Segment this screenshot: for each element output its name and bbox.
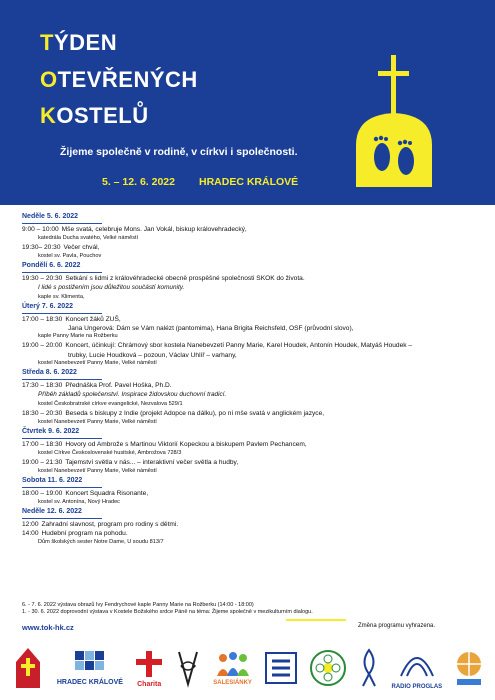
title-line-2: OTEVŘENÝCH: [40, 67, 198, 92]
day-block: [22, 303, 482, 367]
note-line: 6. - 7. 6. 2022 výstava obrazů Ivy Fendrychové kaple Panny Marie na Rožberku (14:00 - 18:00): [22, 602, 254, 608]
event: 17:30 – 18:30 Přednáška Prof. Pavel Hoška, Ph.D.: [22, 381, 172, 389]
fish-icon: [358, 648, 380, 688]
event-venue: kostel Nanebevzetí Panny Marie, Velké náměstí: [38, 359, 157, 366]
day-heading: Neděle 12. 6. 2022: [22, 508, 102, 519]
event-venue: kostel sv. Antonína, Nový Hradec: [38, 499, 120, 506]
radio-proglas-logo: RADIO PROGLAS: [391, 646, 442, 690]
monogram-icon: [175, 648, 201, 688]
daisy-icon: [309, 649, 347, 687]
title-line-3: KOSTELŮ: [40, 103, 149, 128]
day-block: [22, 213, 482, 260]
day-block: [22, 262, 482, 301]
event-venue: kostel Nanebevzetí Panny Marie, Velké náměstí: [38, 419, 157, 426]
partner-logos: [0, 636, 495, 700]
header-banner: [0, 0, 495, 205]
day-heading: Pondělí 6. 6. 2022: [22, 262, 102, 273]
sedmikraska-logo: [309, 649, 347, 687]
change-note: Změna programu vyhrazena.: [358, 623, 436, 629]
event: 12:00 Zahradní slavnost, program pro rodiny s dětmi.: [22, 520, 179, 528]
ecumenical-logo: [264, 651, 298, 685]
event-continuation: trubky, Lucie Houdková – pozoun, Václav Uhlíř – varhany,: [68, 351, 237, 359]
missio-logo: [453, 649, 485, 687]
event: 19:00 – 20:00 Koncert, účinkují: Chrámový sbor kostela Nanebevzetí Panny Marie, Karel Houdek, Antonín Houdek, Matyáš Houdek –: [22, 342, 413, 350]
day-heading: Čtvrtek 9. 6. 2022: [22, 428, 102, 439]
city-tiles-icon: [75, 651, 105, 677]
title-line-1: TÝDEN: [40, 30, 118, 55]
event: 19:00 – 21:30 Tajemství světla v nás... – interaktivní večer světla a hudby,: [22, 458, 239, 466]
event-venue: kostel sv. Pavla, Pouchov: [38, 253, 102, 260]
event-venue: kostel Nanebevzetí Panny Marie, Velké náměstí: [38, 468, 157, 475]
date-location: 5. – 12. 6. 2022 HRADEC KRÁLOVÉ: [102, 176, 299, 188]
radio-waves-icon: [397, 646, 437, 682]
event: 18:30 – 20:30 Beseda s biskupy z Indie (projekt Adopce na dálku), po ní mše svatá v anglickém jazyce,: [22, 409, 325, 417]
event-venue: kostel Českobratrské církve evangelické, Nezvalova 529/1: [38, 400, 183, 407]
hands-icon: [264, 651, 298, 685]
event: 18:00 – 19:00 Koncert Squadra Risonante,: [22, 489, 149, 497]
day-block: [22, 428, 482, 475]
subtitle: Žijeme společně v rodině, v církvi i společnosti.: [60, 146, 298, 158]
cross-heart-icon: [134, 649, 164, 679]
note-line: 1. - 30. 6. 2022 doprovodní výstava v Kostele Božského srdce Páně na téma: Žijeme společně v mezikulturním dialogu.: [22, 609, 313, 616]
event-motto: I lidé s postižením jsou důležitou součástí komunity.: [38, 284, 185, 292]
day-heading: Neděle 5. 6. 2022: [22, 213, 102, 224]
event: 9:00 – 10:00 Mše svatá, celebruje Mons. Jan Vokál, biskup královehradecký,: [22, 225, 247, 233]
day-block: [22, 477, 482, 506]
notes: [22, 602, 452, 617]
event: 19:30– 20:30 Večer chvál,: [22, 243, 100, 251]
event: 17:00 – 18:30 Hovory od Ambrože s Martinou Viktorií Kopeckou a biskupem Pavlem Pechancem,: [22, 440, 307, 448]
program-list: [22, 213, 482, 548]
accent-bar: [286, 619, 346, 621]
event-motto: Příběh základů společenství. Inspirace židovskou duchovní tradicí.: [38, 390, 227, 398]
globe-icon: [453, 649, 485, 687]
mitre-icon: [10, 646, 46, 690]
event-venue: kaple sv. Klimenta,: [38, 294, 85, 301]
website-link[interactable]: www.tok-hk.cz: [22, 623, 74, 632]
day-block: [22, 508, 482, 546]
day-heading: Sobota 11. 6. 2022: [22, 477, 102, 488]
event-continuation: Jana Ungerová: Dám se Vám nalézt (pantomima), Hana Brigita Reichsfeld, OSF (průvodní slovo),: [68, 325, 354, 333]
day-block: [22, 369, 482, 426]
charita-logo: Charita: [134, 649, 164, 688]
day-heading: Středa 8. 6. 2022: [22, 369, 102, 380]
fish-logo: [358, 648, 380, 688]
event-venue: Dům školských sester Notre Dame, U soudu 813/7: [38, 539, 164, 546]
event: 19:30 – 20:30 Setkání s lidmi z královéhradecké obecně prospěšné společnosti SKOK do života.: [22, 274, 305, 282]
event-venue: kostel Církve Československé husitské, Ambrožova 728/3: [38, 449, 182, 456]
monogram-logo: [175, 648, 201, 688]
event: 17:00 – 18:30 Koncert žáků ZUŠ,: [22, 315, 121, 323]
people-icon: [213, 650, 253, 678]
diocese-logo: [10, 646, 46, 690]
event: 14:00 Hudební program na pohodu.: [22, 530, 128, 538]
day-heading: Úterý 7. 6. 2022: [22, 303, 102, 314]
salesianky-logo: SALESIÁNKY: [213, 650, 253, 686]
hradec-kralove-logo: HRADEC KRÁLOVÉ: [57, 651, 123, 686]
event-venue: kaple Panny Marie na Rožberku: [38, 333, 118, 340]
event-venue: katedrála Ducha svatého, Velké náměstí: [38, 234, 139, 241]
church-footprints-icon: [348, 55, 440, 187]
